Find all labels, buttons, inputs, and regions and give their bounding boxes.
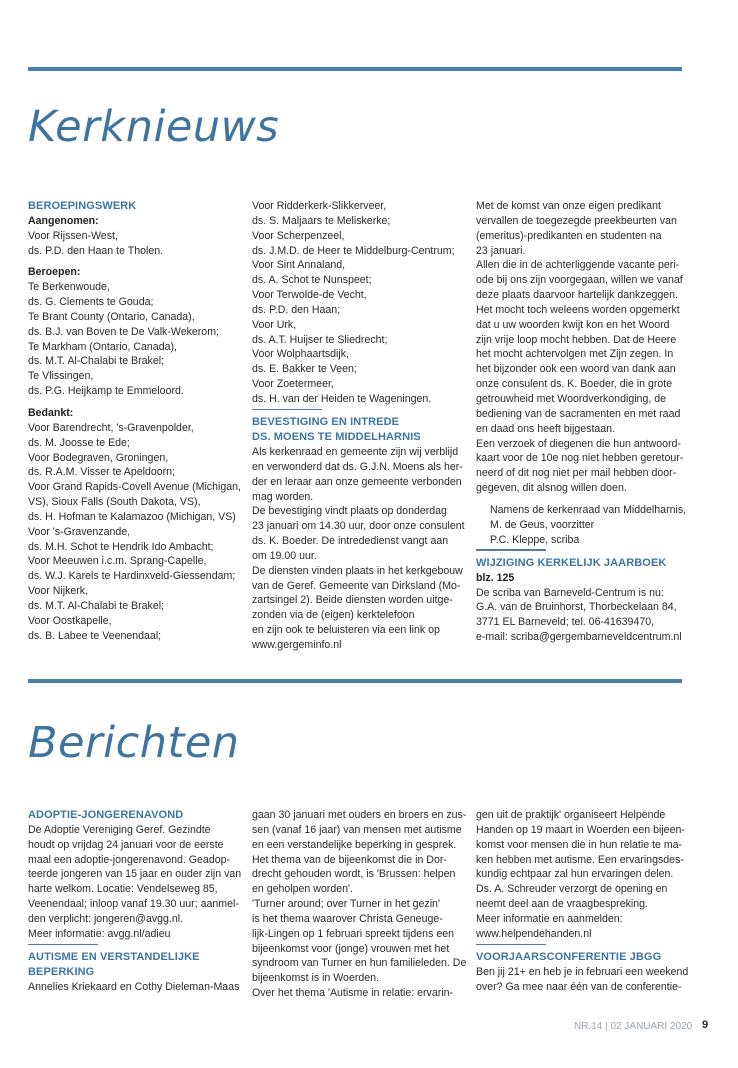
text-line: Voor Nijkerk, — [28, 585, 89, 598]
text-line: ds. P.G. Heijkamp te Emmeloord. — [28, 385, 184, 398]
text-line: ds. P.D. den Haan te Tholen. — [28, 244, 164, 257]
issue-footer: NR.14 | 02 JANUARI 2020 — [574, 1021, 693, 1032]
text-line: om 19.00 uur. — [252, 549, 317, 562]
text-line: van de Geref. Gemeente van Dirksland (Mo- — [252, 579, 461, 592]
text-line: Over het thema 'Autisme in relatie: ervarin- — [252, 987, 454, 1000]
text-line: en zijn ook te beluisteren via een link op — [252, 624, 440, 637]
text-line: ds. S. Maljaars te Meliskerke; — [252, 214, 391, 227]
text-line: het bijzonder ook een woord van dank aan — [476, 363, 676, 376]
text-line: Voor Rijssen-West, — [28, 229, 118, 242]
text-line: ds. R.A.M. Visser te Apeldoorn; — [28, 466, 176, 479]
text-line: Voor 's-Gravenzande, — [28, 525, 131, 538]
text-line: zonden via de (eigen) kerktelefoon — [252, 609, 415, 622]
text-line: ds. G. Clements te Gouda; — [28, 296, 154, 309]
signature-line: M. de Geus, voorzitter — [490, 518, 595, 531]
text-line: is het thema waarover Christa Geneuge- — [252, 912, 443, 925]
text-line: ds. M.T. Al-Chalabi te Brakel; — [28, 355, 165, 368]
heading-autisme: AUTISME EN VERSTANDELIJKE — [28, 951, 200, 964]
text-line: deze plaats daarvoor hartelijk dankzeggen. — [476, 289, 679, 302]
text-line: gen uit de praktijk' organiseert Helpende — [476, 809, 666, 821]
text-line: en een verstandelijke beperking in gesprek. — [252, 838, 457, 851]
heading-bevestiging: BEVESTIGING EN INTREDE — [252, 416, 400, 429]
text-line: Een verzoek of diegenen die hun antwoord- — [476, 437, 681, 450]
text-line: ds. A. Schot te Nunspeet; — [252, 274, 372, 287]
text-line: ds. B. Labee te Veenendaal; — [28, 629, 162, 642]
text-line: ds. P.D. den Haan; — [252, 303, 341, 316]
link-gergeminfo[interactable]: www.gergeminfo.nl — [252, 638, 342, 651]
text-line: Ds. A. Schreuder verzorgt de opening en — [476, 883, 668, 896]
text-line: en daad ons heeft bijgestaan. — [476, 422, 616, 435]
text-line: (emeritus)-predikanten en studenten na — [476, 229, 662, 242]
text-line: Voor Sint Annaland, — [252, 259, 346, 272]
text-line: Voor Wolphaartsdijk, — [252, 348, 349, 361]
section-title-berichten: Berichten — [28, 718, 240, 768]
text-line: Meer informatie en aanmelden: — [476, 912, 623, 925]
text-line: Voor Urk, — [252, 318, 297, 331]
heading-voorjaarsconferentie: VOORJAARSCONFERENTIE JBGG — [476, 951, 662, 964]
text-line: ds. H. Hofman te Kalamazoo (Michigan, VS) — [28, 510, 236, 523]
text-line: bijeenkomst is in Woerden. — [252, 972, 379, 985]
text-line: en geholpen worden'. — [252, 883, 353, 896]
text-line: zartsingel 2). Beide diensten worden uitge- — [252, 594, 453, 607]
text-line: Als kerkenraad en gemeente zijn wij verblijd — [252, 446, 459, 458]
text-line: ds. M.H. Schot te Hendrik Ido Ambacht; — [28, 540, 214, 553]
signature-line: Namens de kerkenraad van Middelharnis, — [490, 503, 687, 516]
text-line: en verwonderd dat ds. G.J.N. Moens als her- — [252, 460, 463, 473]
text-line: Annelies Kriekaard en Cothy Dieleman-Maas — [28, 980, 240, 993]
text-line: getrouwheid met Woordverkondiging, de — [476, 392, 667, 405]
text-line: gaan 30 januari met ouders en broers en zus- — [252, 809, 467, 821]
text-line: harte welkom. Locatie: Vendelseweg 85, — [28, 883, 218, 896]
divider — [28, 944, 98, 946]
text-line: De bevestiging vindt plaats op donderdag — [252, 505, 447, 518]
email-link[interactable]: e-mail: scriba@gergembarneveldcentrum.nl — [476, 631, 682, 644]
text-line: ds. M.T. Al-Chalabi te Brakel; — [28, 599, 165, 612]
text-line: houdt op vrijdag 24 januari voor de eerste — [28, 838, 224, 851]
text-line: kaart voor de 10e nog niet hebben geretour- — [476, 452, 684, 465]
text-line: ds. A.T. Huijser te Sliedrecht; — [252, 333, 388, 346]
text-line: Meer informatie: avgg.nl/adieu — [28, 927, 171, 940]
text-line: Veenendaal; inloop vanaf 19.30 uur; aanmel- — [28, 898, 239, 911]
text-line: Te Vlissingen, — [28, 370, 94, 383]
text-line: neerd of dit nog niet per mail hebben door- — [476, 467, 677, 480]
text-line: het mocht achtervolgen met Zijn zegen. In — [476, 348, 674, 361]
heading-jaarboek: WIJZIGING KERKELIJK JAARBOEK — [476, 556, 667, 569]
heading-adoptie: ADOPTIE-JONGERENAVOND — [28, 809, 184, 821]
text-line: bediening van de sacramenten en met raad — [476, 407, 681, 420]
text-line: De scriba van Barneveld-Centrum is nu: — [476, 586, 664, 599]
text-line: Voor Scherpenzeel, — [252, 229, 345, 242]
text-line: 23 januari. — [476, 244, 526, 257]
subheading-blz: blz. 125 — [476, 571, 515, 584]
text-line: 23 januari om 14.30 uur, door onze consulent — [252, 520, 465, 533]
text-line: ds. W.J. Karels te Hardinxveld-Giessendam; — [28, 570, 236, 583]
heading-moens: DS. MOENS TE MIDDELHARNIS — [252, 431, 421, 444]
text-line: komst voor mensen die in hun relatie te ma- — [476, 838, 683, 851]
signature-line: P.C. Kleppe, scriba — [490, 533, 580, 546]
text-line: syndroom van Turner en hun familieleden. De — [252, 957, 467, 970]
text-line: Voor Barendrecht, 's-Gravenpolder, — [28, 421, 194, 434]
heading-beperking: BEPERKING — [28, 965, 95, 978]
heading-beroepingswerk: BEROEPINGSWERK — [28, 200, 137, 212]
text-line: Voor Zoetermeer, — [252, 378, 334, 391]
text-line: Handen op 19 maart in Woerden een bijeen- — [476, 823, 685, 836]
text-line: neemt deel aan de vraagbespreking. — [476, 898, 648, 911]
text-line: onze consulent ds. K. Boeder, die in grote — [476, 378, 673, 391]
label-aangenomen: Aangenomen: — [28, 214, 99, 227]
text-line: ken hebben met autisme. Een ervaringsdes- — [476, 853, 684, 866]
text-line: ds. K. Boeder. De intrededienst vangt aan — [252, 535, 449, 548]
link-helpendehanden[interactable]: www.helpendehanden.nl — [476, 927, 592, 940]
divider — [476, 549, 546, 551]
text-line: ode bij ons zijn voorgegaan, willen we vanaf — [476, 274, 683, 287]
section-title-kerknieuws: Kerknieuws — [28, 102, 280, 152]
text-line: Ben jij 21+ en heb je in februari een weekend — [476, 965, 689, 978]
text-line: De diensten vinden plaats in het kerkgebouw — [252, 564, 463, 577]
kerknieuws-col-2 — [252, 199, 464, 653]
text-line: gegeven, dit alsnog willen doen. — [476, 482, 627, 495]
text-line: der en leraar aan onze gemeente verbonden — [252, 475, 462, 488]
page-number: 9 — [702, 1019, 709, 1031]
text-line: 3771 EL Barneveld; tel. 06-41639470, — [476, 616, 655, 629]
text-line: Voor Terwolde-de Vecht, — [252, 289, 367, 302]
text-line: ds. M. Joosse te Ede; — [28, 436, 130, 449]
text-line: Te Brant County (Ontario, Canada), — [28, 310, 195, 323]
divider — [476, 944, 546, 946]
text-line: den verplicht: jongeren@avgg.nl. — [28, 912, 184, 925]
text-line: sen (vanaf 16 jaar) van mensen met autisme — [252, 823, 462, 836]
text-line: De Adoptie Vereniging Geref. Gezindte — [28, 823, 211, 836]
text-line: Voor Bodegraven, Groningen, — [28, 451, 169, 464]
text-line: teerde jongeren van 15 jaar en ouder zijn van — [28, 868, 242, 881]
text-line: VS), Sioux Falls (South Dakota, VS), — [28, 496, 201, 509]
top-rule — [28, 67, 682, 71]
text-line: vervallen de toegezegde preekbeurten van — [476, 214, 677, 227]
text-line: Allen die in de achterliggende vacante peri- — [476, 259, 680, 272]
label-beroepen: Beroepen: — [28, 266, 81, 279]
text-line: zijn vrije loop mocht hebben. Dat de Heere — [476, 333, 677, 346]
text-line: Voor Ridderkerk-Slikkerveer, — [252, 200, 387, 212]
text-line: Te Markham (Ontario, Canada), — [28, 340, 177, 353]
text-line: ds. J.M.D. de Heer te Middelburg-Centrum; — [252, 244, 455, 257]
text-line: 'Turner around; over Turner in het gezin' — [252, 898, 440, 911]
kerknieuws-col-3 — [476, 199, 688, 645]
berichten-col-3 — [476, 808, 688, 995]
text-line: Het thema van de bijeenkomst die in Dor- — [252, 853, 447, 866]
text-line: lijk-Lingen op 1 februari spreekt tijdens een — [252, 927, 454, 940]
text-line: mag worden. — [252, 490, 314, 503]
text-line: Het mocht toch weleens worden opgemerkt — [476, 303, 680, 316]
middle-rule — [28, 679, 682, 683]
berichten-col-2 — [252, 808, 467, 1001]
text-line: dat u uw woorden kwijt kon en het Woord — [476, 318, 670, 331]
text-line: Voor Grand Rapids-Covell Avenue (Michigan, — [28, 481, 241, 494]
text-line: bijeenkomst voor (jonge) vrouwen met het — [252, 942, 450, 955]
text-line: Te Berkenwoude, — [28, 281, 110, 294]
text-line: G.A. van de Bruinhorst, Thorbeckelaan 84, — [476, 601, 677, 614]
text-line: Voor Meeuwen i.c.m. Sprang-Capelle, — [28, 555, 207, 568]
text-line: over? Ga mee naar één van de conferentie- — [476, 980, 682, 993]
berichten-col-1 — [28, 808, 240, 995]
text-line: ds. H. van der Heiden te Wageningen. — [252, 392, 432, 405]
divider — [252, 409, 322, 411]
text-line: Voor Oostkapelle, — [28, 614, 112, 627]
text-line: ds. B.J. van Boven te De Valk-Wekerom; — [28, 325, 219, 338]
kerknieuws-col-1 — [28, 199, 240, 643]
text-line: Met de komst van onze eigen predikant — [476, 200, 661, 212]
text-line: maal een adoptie-jongerenavond. Geadop- — [28, 853, 231, 866]
text-line: drecht gehouden wordt, is 'Brussen: helpen — [252, 868, 456, 881]
text-line: ds. E. Bakker te Veen; — [252, 363, 357, 376]
text-line: kundig echtpaar zal hun ervaringen delen. — [476, 868, 674, 881]
label-bedankt: Bedankt: — [28, 406, 74, 419]
